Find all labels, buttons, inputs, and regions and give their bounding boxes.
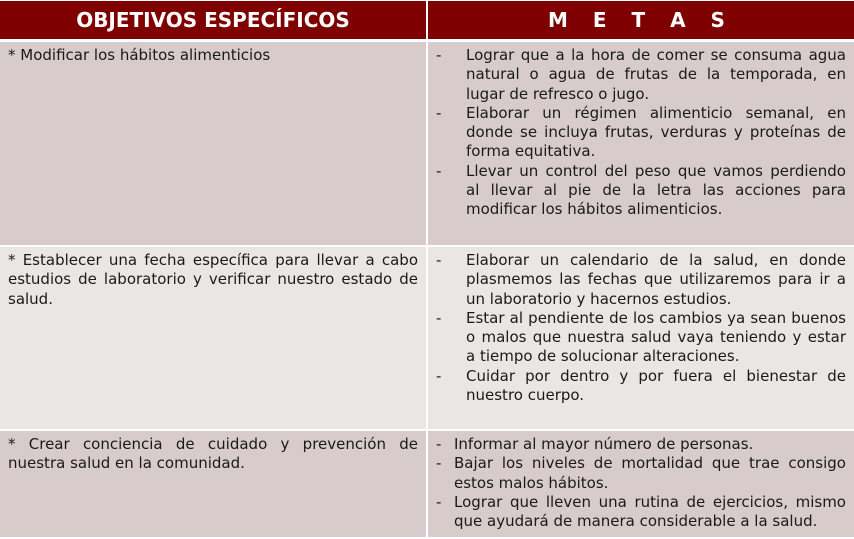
meta-text: Informar al mayor número de personas. [454,435,754,453]
dash-bullet: - [436,435,442,453]
objetivo-text: * Establecer una fecha específica para llevar a cabo estudios de laboratorio y verificar nuestro estado de salud. [8,251,418,308]
objetivo-text: * Modificar los hábitos alimenticios [8,46,271,64]
dash-bullet: - [436,251,442,269]
meta-text: Cuidar por dentro y por fuera el bienestar de nuestro cuerpo. [466,366,846,405]
metas-list [436,46,846,220]
list-item [436,46,846,104]
list-item [436,104,846,162]
dash-bullet: - [436,308,442,327]
metas-cell [427,41,854,247]
header-objetivos: OBJETIVOS ESPECÍFICOS [0,1,427,41]
metas-list [436,435,846,531]
objetivo-cell [0,430,427,538]
meta-text: Estar al pendiente de los cambios ya sean buenos o malos que nuestra salud vaya teniendo y estar a tiempo de solucionar alteraciones. [466,308,846,366]
header-metas: M E T A S [427,1,854,41]
objetivo-cell [0,41,427,247]
meta-text: Elaborar un régimen alimenticio semanal, en donde se incluya frutas, verduras y proteínas de forma equitativa. [466,103,846,161]
table-row [0,41,854,247]
metas-cell [427,246,854,430]
list-item [436,367,846,406]
dash-bullet: - [436,103,442,122]
list-item [436,435,846,454]
objetivo-text: * Crear conciencia de cuidado y prevención de nuestra salud en la comunidad. [8,435,418,473]
list-item [436,493,846,532]
list-item [436,309,846,367]
objetivo-cell [0,246,427,430]
meta-text: Llevar un control del peso que vamos perdiendo al llevar al pie de la letra las acciones para modificar los hábitos alimenticios. [466,161,846,219]
meta-text: Lograr que a la hora de comer se consuma agua natural o agua de frutas de la temporada, en lugar de refresco o jugo. [466,46,846,103]
header-row [0,1,854,41]
meta-text: Bajar los niveles de mortalidad que trae consigo estos malos hábitos. [454,454,846,492]
list-item [436,162,846,220]
table-row [0,430,854,538]
dash-bullet: - [436,366,442,385]
metas-list [436,251,846,405]
list-item [436,454,846,493]
objectives-goals-table [0,1,854,539]
dash-bullet: - [436,454,442,473]
metas-cell [427,430,854,538]
meta-text: Lograr que lleven una rutina de ejercicios, mismo que ayudará de manera considerable a la salud. [454,492,846,531]
dash-bullet: - [436,161,442,180]
list-item [436,251,846,309]
dash-bullet: - [436,492,442,511]
dash-bullet: - [436,46,442,64]
meta-text: Elaborar un calendario de la salud, en donde plasmemos las fechas que utilizaremos para ir a un laboratorio y hacernos estudios. [466,251,846,308]
table-row [0,246,854,430]
